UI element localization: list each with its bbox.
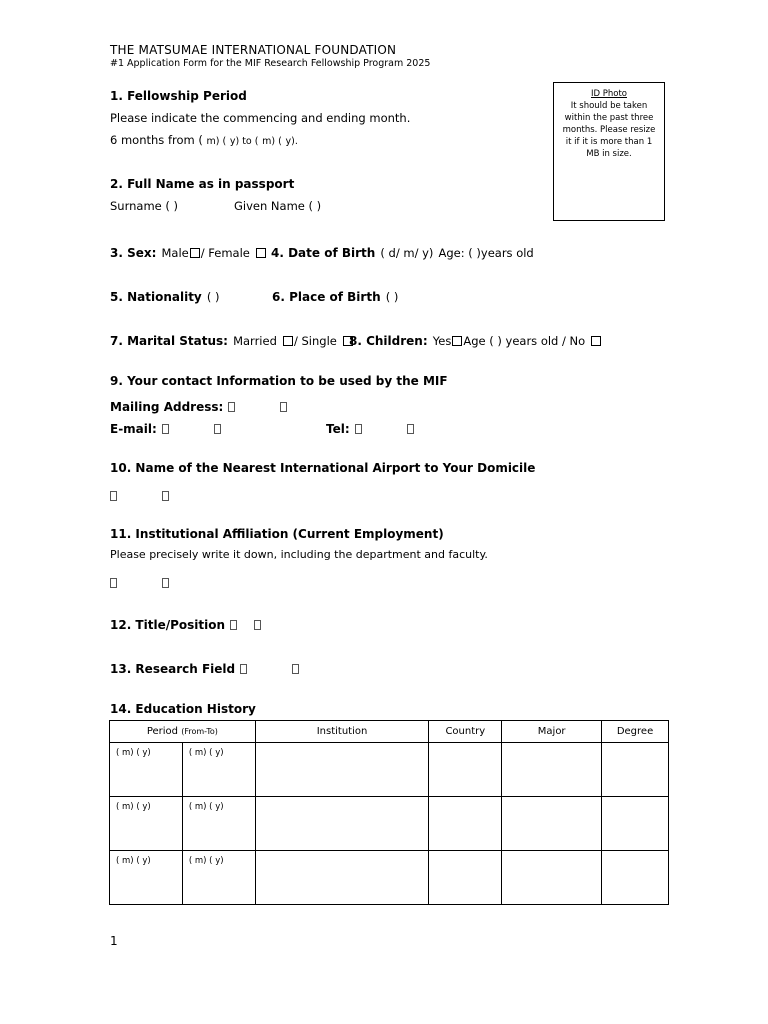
children-age-field[interactable]: Age ( ) years old / No [463, 334, 586, 348]
tel-row [326, 418, 414, 437]
children-label: 8. Children: [349, 334, 428, 348]
nationality-field[interactable]: ( ) [206, 290, 220, 304]
id-photo-title: ID Photo [590, 89, 627, 99]
email-placeholder-icon[interactable] [162, 424, 169, 434]
title-position-label: 12. Title/Position [110, 618, 226, 632]
research-field-placeholder-icon[interactable] [240, 664, 247, 674]
dob-field[interactable]: ( d/ m/ y) [380, 246, 434, 260]
period-header [110, 721, 256, 743]
sex-male-label: Male [161, 246, 189, 260]
mailing-address-placeholder-icon[interactable] [228, 402, 235, 412]
institutional-affiliation-label: 11. Institutional Affiliation (Current Employment) [110, 527, 444, 541]
nearest-airport-field[interactable] [110, 485, 169, 504]
email-label: E-mail: [110, 422, 157, 436]
id-photo-box[interactable] [553, 82, 665, 221]
affiliation-placeholder-icon[interactable] [162, 578, 169, 588]
age-field[interactable]: Age: ( )years old [438, 246, 534, 260]
education-history-label: 14. Education History [110, 702, 256, 716]
affiliation-placeholder-icon[interactable] [110, 578, 117, 588]
period-to-cell[interactable]: ( m) ( y) [182, 851, 255, 905]
email-placeholder-icon[interactable] [214, 424, 221, 434]
nationality-row [110, 286, 219, 305]
title-position-placeholder-icon[interactable] [230, 620, 237, 630]
title-position-placeholder-icon[interactable] [254, 620, 261, 630]
full-name-label: 2. Full Name as in passport [110, 177, 295, 191]
period-header-label: Period [146, 726, 179, 737]
children-yes-label: Yes [432, 334, 452, 348]
table-row [110, 851, 669, 905]
institution-cell[interactable] [255, 797, 429, 851]
country-header: Country [429, 721, 502, 743]
sex-row [110, 242, 267, 261]
period-to-cell[interactable]: ( m) ( y) [182, 797, 255, 851]
period-start-text: 6 months from ( [110, 133, 203, 147]
single-label: / Single [293, 334, 337, 348]
education-history-table [109, 720, 669, 905]
period-start-year[interactable]: y) to ( [229, 136, 259, 147]
table-header-row [110, 721, 669, 743]
country-cell[interactable] [429, 743, 502, 797]
place-of-birth-row [272, 286, 398, 305]
degree-cell[interactable] [602, 743, 669, 797]
tel-placeholder-icon[interactable] [355, 424, 362, 434]
given-name-field[interactable]: Given Name ( ) [234, 199, 322, 213]
period-to-cell[interactable]: ( m) ( y) [182, 743, 255, 797]
marital-status-label: 7. Marital Status: [110, 334, 228, 348]
period-from-cell[interactable]: ( m) ( y) [110, 743, 183, 797]
institutional-affiliation-field[interactable] [110, 572, 169, 591]
sex-female-label: / Female [200, 246, 250, 260]
mailing-address-row [110, 396, 287, 415]
major-cell[interactable] [502, 851, 602, 905]
research-field-row [110, 658, 299, 677]
contact-info-label: 9. Your contact Information to be used by the MIF [110, 374, 448, 388]
email-row [110, 418, 221, 437]
fellowship-period-line[interactable] [110, 133, 298, 147]
period-end-month[interactable]: m) ( [262, 136, 282, 147]
major-cell[interactable] [502, 797, 602, 851]
dob-row [271, 242, 534, 261]
children-no-checkbox[interactable] [591, 336, 601, 346]
sex-label: 3. Sex: [110, 246, 157, 260]
table-row [110, 797, 669, 851]
degree-cell[interactable] [602, 797, 669, 851]
airport-placeholder-icon[interactable] [110, 491, 117, 501]
tel-placeholder-icon[interactable] [407, 424, 414, 434]
period-from-cell[interactable]: ( m) ( y) [110, 851, 183, 905]
fellowship-period-label: 1. Fellowship Period [110, 89, 247, 103]
surname-field[interactable]: Surname ( ) [110, 199, 179, 213]
married-label: Married [233, 334, 277, 348]
page-number: 1 [110, 934, 118, 948]
period-from-cell[interactable]: ( m) ( y) [110, 797, 183, 851]
children-yes-checkbox[interactable] [452, 336, 462, 346]
institution-cell[interactable] [255, 743, 429, 797]
place-of-birth-label: 6. Place of Birth [272, 290, 381, 304]
tel-label: Tel: [326, 422, 350, 436]
airport-placeholder-icon[interactable] [162, 491, 169, 501]
mailing-address-placeholder-icon[interactable] [280, 402, 287, 412]
table-row [110, 743, 669, 797]
degree-cell[interactable] [602, 851, 669, 905]
organization-name: THE MATSUMAE INTERNATIONAL FOUNDATION [110, 43, 397, 57]
place-of-birth-field[interactable]: ( ) [385, 290, 399, 304]
institution-cell[interactable] [255, 851, 429, 905]
period-end-year[interactable]: y). [285, 136, 298, 147]
id-photo-instructions: It should be taken within the past three months. Please resize it if it is more than 1 MB in size. [562, 101, 656, 159]
research-field-label: 13. Research Field [110, 662, 236, 676]
nationality-label: 5. Nationality [110, 290, 202, 304]
mailing-address-label: Mailing Address: [110, 400, 224, 414]
married-checkbox[interactable] [283, 336, 293, 346]
country-cell[interactable] [429, 797, 502, 851]
institutional-affiliation-instruction: Please precisely write it down, including the department and faculty. [110, 548, 488, 561]
major-cell[interactable] [502, 743, 602, 797]
period-start-month[interactable]: m) ( [206, 136, 227, 147]
major-header: Major [502, 721, 602, 743]
marital-status-row [110, 330, 354, 349]
title-position-row [110, 614, 261, 633]
fellowship-period-instruction: Please indicate the commencing and ending month. [110, 111, 411, 125]
from-to-note: (From-To) [181, 727, 218, 736]
nearest-airport-label: 10. Name of the Nearest International Airport to Your Domicile [110, 461, 536, 475]
dob-label: 4. Date of Birth [271, 246, 376, 260]
female-checkbox[interactable] [256, 248, 266, 258]
degree-header: Degree [602, 721, 669, 743]
institution-header: Institution [255, 721, 429, 743]
research-field-placeholder-icon[interactable] [292, 664, 299, 674]
male-checkbox[interactable] [190, 248, 200, 258]
children-row [349, 330, 602, 349]
country-cell[interactable] [429, 851, 502, 905]
form-subtitle: #1 Application Form for the MIF Research Fellowship Program 2025 [110, 58, 431, 69]
